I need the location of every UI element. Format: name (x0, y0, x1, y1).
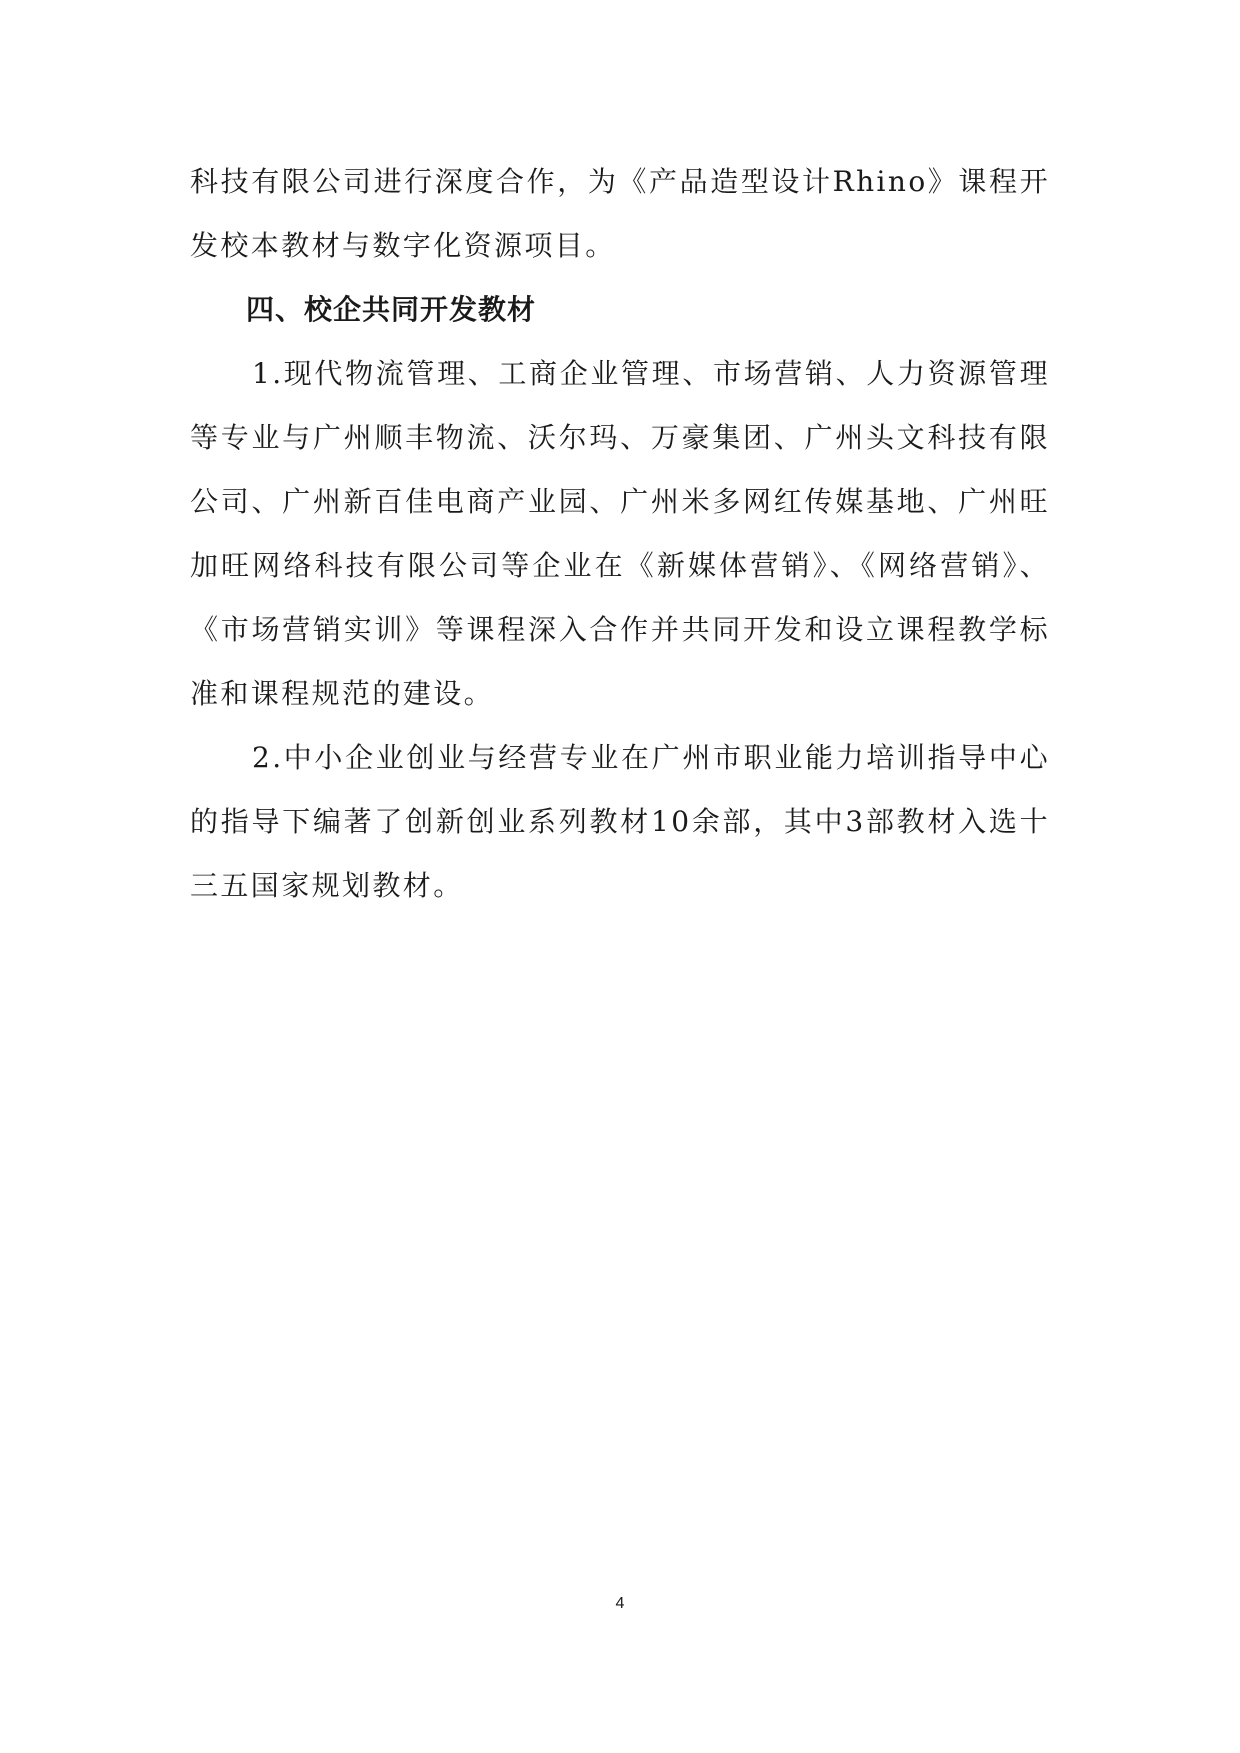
list-item-paragraph-2: 2.中小企业创业与经营专业在广州市职业能力培训指导中心的指导下编著了创新创业系列教材10余部，其中3部教材入选十三五国家规划教材。 (190, 741, 1050, 902)
continuation-paragraph: 科技有限公司进行深度合作，为《产品造型设计Rhino》课程开发校本教材与数字化资源项目。 (190, 165, 1050, 262)
section-heading: 四、校企共同开发教材 (246, 293, 537, 326)
list-item-paragraph-1: 1.现代物流管理、工商企业管理、市场营销、人力资源管理等专业与广州顺丰物流、沃尔玛、万豪集团、广州头文科技有限公司、广州新百佳电商产业园、广州米多网红传媒基地、广州旺加旺网络科技有限公司等企业在《新媒体营销》、《网络营销》、《市场营销实训》等课程深入合作并共同开发和设立课程教学标准和课程规范的建设。 (190, 357, 1050, 710)
page-number: 4 (615, 1595, 625, 1612)
body-text (190, 150, 1050, 918)
